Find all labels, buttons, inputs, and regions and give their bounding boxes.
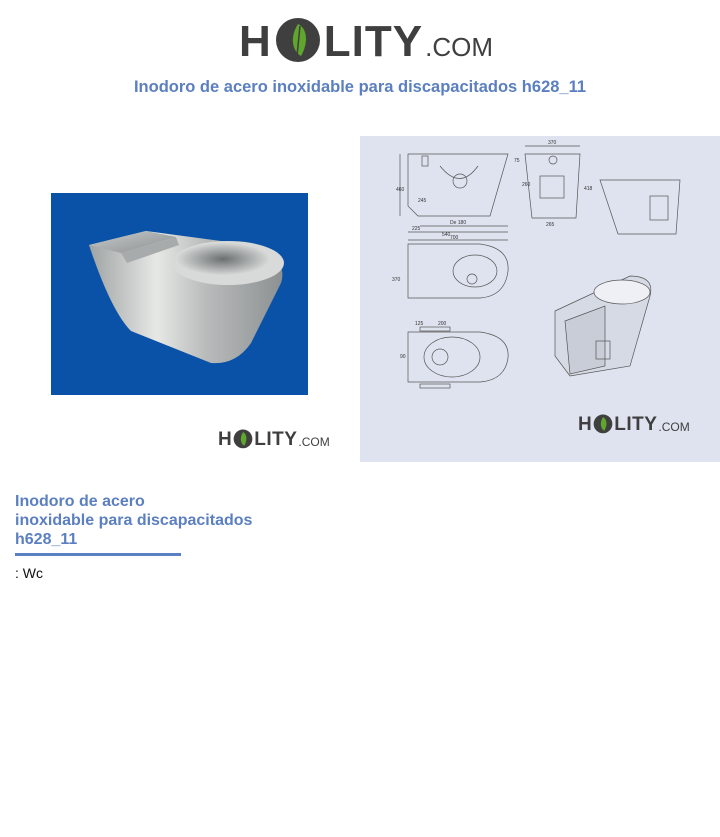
leaf-o-icon — [592, 412, 614, 435]
product-title-line: inoxidable para discapacitados — [15, 512, 253, 529]
holity-logo[interactable] — [239, 10, 493, 66]
dim-label: 225 — [412, 226, 421, 232]
product-photo — [51, 193, 308, 395]
product-title — [15, 492, 275, 549]
logo-letters-lity: LITY — [323, 17, 424, 66]
dim-label: 540 — [442, 232, 451, 238]
dim-label: 460 — [396, 187, 405, 193]
page-title: Inodoro de acero inoxidable para discapacitados h628_11 — [133, 78, 587, 96]
dim-label: 200 — [438, 321, 447, 327]
product-photo-panel — [0, 136, 360, 462]
product-category: : Wc — [15, 565, 43, 581]
logo-suffix: .COM — [425, 32, 493, 62]
logo-letters-lity: LITY — [614, 414, 658, 435]
dim-label: 245 — [418, 198, 427, 204]
logo-letter-h: H — [239, 17, 272, 66]
logo-suffix: .COM — [658, 420, 690, 434]
dim-label: 75 — [514, 158, 520, 164]
logo-letter-h: H — [578, 414, 593, 435]
technical-drawing — [360, 136, 720, 462]
dim-label: De 180 — [450, 220, 467, 226]
dim-label: 370 — [548, 140, 557, 146]
dim-label: 125 — [415, 321, 424, 327]
title-underline — [15, 553, 181, 556]
leaf-o-icon — [273, 12, 323, 66]
dim-label: 260 — [522, 182, 531, 188]
product-title-line: Inodoro de acero — [15, 493, 145, 510]
logo-letters-lity: LITY — [254, 429, 298, 450]
product-title-line: h628_11 — [15, 531, 78, 548]
dim-label: 90 — [400, 354, 406, 360]
logo-letter-h: H — [218, 429, 233, 450]
dim-label: 370 — [392, 277, 401, 283]
leaf-o-icon — [232, 427, 254, 450]
holity-logo-small — [218, 427, 330, 450]
logo-suffix: .COM — [298, 435, 330, 449]
holity-logo-small — [578, 412, 690, 435]
dim-label: 700 — [450, 235, 459, 241]
dim-label: 265 — [546, 222, 555, 228]
dim-label: 418 — [584, 186, 593, 192]
